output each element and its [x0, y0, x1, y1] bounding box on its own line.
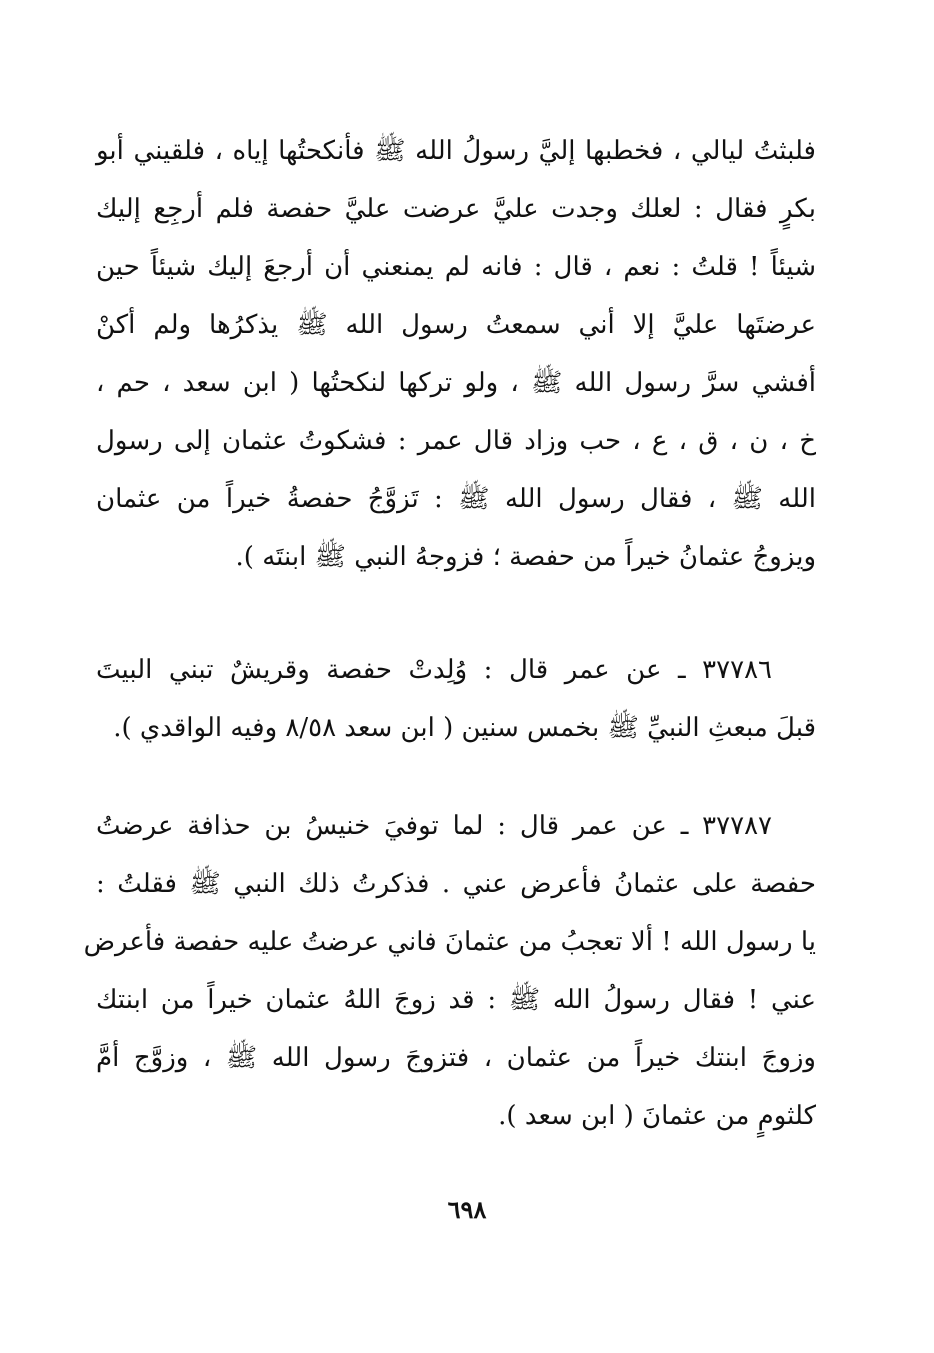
- text-line: أفشي سرَّ رسول الله ﷺ ، ولو تركها لنكحتُها ( ابن سعد ، حم ،: [96, 368, 816, 398]
- text-line: الله ﷺ ، فقال رسول الله ﷺ : تَزوَّجُ حفصةُ خيراً من عثمان: [96, 484, 816, 514]
- text-line: عني ! فقال رسولُ الله ﷺ : قد زوجَ اللهُ عثمان خيراً من ابنتك: [96, 985, 816, 1015]
- text-line: شيئاً ! قلتُ : نعم ، قال : فانه لم يمنعني أن أرجعَ إليك شيئاً حين: [96, 252, 816, 282]
- text-line: يا رسول الله ! ألا تعجبُ من عثمانَ فاني عرضتُ عليه حفصة فأعرض: [83, 927, 816, 957]
- text-line: قبلَ مبعثِ النبيِّ ﷺ بخمس سنين ( ابن سعد ٨/٥٨ وفيه الواقدي ).: [113, 713, 816, 743]
- text-line: ويزوجُ عثمانُ خيراً من حفصة ؛ فزوجهُ النبي ﷺ ابنتَه ).: [235, 542, 816, 572]
- text-line: خ ، ن ، ق ، ع ، حب وزاد قال عمر : فشكوتُ عثمان إلى رسول: [96, 426, 816, 456]
- text-line: فلبثتُ ليالي ، فخطبها إليَّ رسولُ الله ﷺ فأنكحتُها إياه ، فلقيني أبو: [96, 136, 816, 166]
- hadith-heading-line: ٣٧٧٨٧ ـ عن عمر قال : لما توفيَ خنيسُ بن حذافة عرضتُ: [96, 811, 772, 841]
- text-line: حفصة على عثمانُ فأعرض عني . فذكرتُ ذلك النبي ﷺ فقلتُ :: [96, 869, 816, 899]
- paragraph-hadith-37786: [96, 641, 816, 757]
- text-line: بكرٍ فقال : لعلك وجدت عليَّ عرضت عليَّ حفصة فلم أرجِع إليك: [96, 194, 816, 224]
- paragraph-hadith-37787: [83, 797, 816, 1145]
- text-line: عرضتَها عليَّ إلا أني سمعتُ رسول الله ﷺ يذكرُها ولم أكنْ: [96, 310, 816, 340]
- text-line: كلثومٍ من عثمانَ ( ابن سعد ).: [498, 1101, 816, 1131]
- text-line: وزوجَ ابنتك خيراً من عثمان ، فتزوجَ رسول الله ﷺ ، وزوَّج أمَّ: [96, 1043, 816, 1073]
- page-number: ٦٩٨: [447, 1195, 487, 1224]
- paragraph-1: [96, 122, 816, 586]
- hadith-heading-line: ٣٧٧٨٦ ـ عن عمر قال : وُلِدتْ حفصة وقريشٌ تبني البيتَ: [96, 655, 772, 685]
